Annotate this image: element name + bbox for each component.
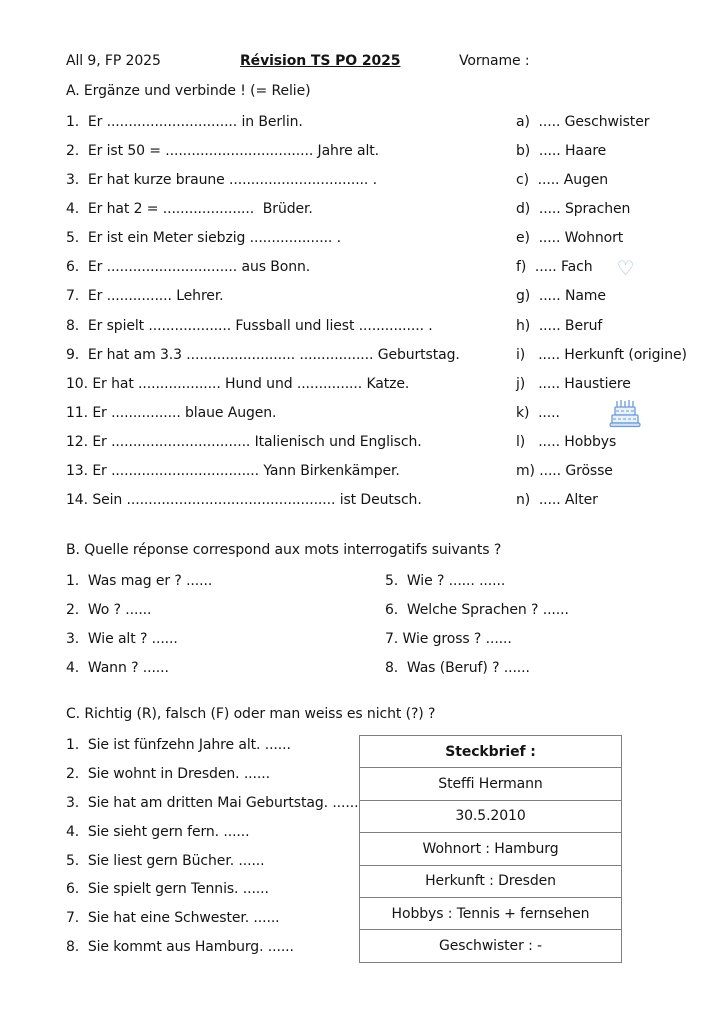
a-option-g: g) ..... Name: [516, 288, 606, 305]
section-b-title: B. Quelle réponse correspond aux mots interrogatifs suivants ?: [66, 542, 502, 558]
a-option-k-cell: [516, 398, 714, 428]
b-item-2: 2. Wo ? ......: [66, 601, 152, 618]
a-option-e: e) ..... Wohnort: [516, 230, 624, 247]
a-option-a: a) ..... Geschwister: [516, 113, 650, 130]
a-option-c: c) ..... Augen: [516, 171, 609, 188]
a-row-13: [66, 457, 714, 486]
c-item-8: 8. Sie kommt aus Hamburg. ......: [66, 938, 294, 955]
b-item-4: 4. Wann ? ......: [66, 659, 169, 676]
page-header: [0, 53, 724, 73]
a-item-6: 6. Er .............................. aus Bonn.: [66, 259, 311, 276]
b-item-1: 1. Was mag er ? ......: [66, 572, 213, 589]
a-item-7: 7. Er ............... Lehrer.: [66, 288, 224, 305]
a-option-n: n) ..... Alter: [516, 492, 598, 509]
steckbrief-hobbys: Hobbys : Tennis + fernsehen: [360, 897, 622, 929]
b-row-2: [66, 595, 666, 624]
a-row-11: [66, 398, 714, 427]
birthday-cake-icon: [608, 398, 642, 428]
a-row-10: [66, 369, 714, 398]
table-row: [360, 768, 622, 800]
a-row-9: [66, 340, 714, 369]
section-a-title: A. Ergänze und verbinde ! (= Relie): [66, 83, 311, 99]
a-row-5: [66, 224, 714, 253]
steckbrief-herkunft: Herkunft : Dresden: [360, 865, 622, 897]
section-c-exercise: [66, 731, 366, 961]
a-row-3: [66, 165, 714, 194]
a-option-i: i) ..... Herkunft (origine): [516, 346, 687, 363]
a-row-2: [66, 136, 714, 165]
a-row-4: [66, 194, 714, 223]
a-option-f-cell: [516, 256, 714, 281]
steckbrief-wohnort: Wohnort : Hamburg: [360, 833, 622, 865]
class-label: All 9, FP 2025: [66, 53, 161, 69]
table-row: [360, 800, 622, 832]
a-item-5: 5. Er ist ein Meter siebzig ................... .: [66, 230, 341, 247]
c-item-3: 3. Sie hat am dritten Mai Geburtstag. ......: [66, 794, 359, 811]
a-option-h: h) ..... Beruf: [516, 317, 603, 334]
a-option-l: l) ..... Hobbys: [516, 434, 617, 451]
a-item-9: 9. Er hat am 3.3 ......................... ................. Geburtstag.: [66, 346, 460, 363]
c-item-6: 6. Sie spielt gern Tennis. ......: [66, 881, 269, 898]
a-row-6: [66, 253, 714, 282]
a-option-j: j) ..... Haustiere: [516, 375, 631, 392]
b-row-3: [66, 624, 666, 653]
b-item-6: 6. Welche Sprachen ? ......: [385, 601, 569, 618]
b-item-3: 3. Wie alt ? ......: [66, 630, 178, 647]
table-row: [360, 897, 622, 929]
a-item-13: 13. Er .................................. Yann Birkenkämper.: [66, 463, 400, 480]
a-option-k: k) .....: [516, 405, 560, 422]
vorname-label: Vorname :: [459, 53, 530, 69]
table-row: [360, 833, 622, 865]
steckbrief-geschwister: Geschwister : -: [360, 930, 622, 962]
a-row-12: [66, 428, 714, 457]
page-title: Révision TS PO 2025: [240, 53, 401, 69]
a-item-4: 4. Er hat 2 = ..................... Brüder.: [66, 200, 313, 217]
b-item-7: 7. Wie gross ? ......: [385, 630, 512, 647]
a-item-1: 1. Er .............................. in Berlin.: [66, 113, 303, 130]
steckbrief-name: Steffi Hermann: [360, 768, 622, 800]
steckbrief-birthdate: 30.5.2010: [360, 800, 622, 832]
section-a-exercise: [66, 107, 714, 515]
a-option-m: m) ..... Grösse: [516, 463, 613, 480]
section-c-title: C. Richtig (R), falsch (F) oder man weiss es nicht (?) ?: [66, 706, 436, 722]
a-option-b: b) ..... Haare: [516, 142, 607, 159]
b-item-5: 5. Wie ? ...... ......: [385, 572, 506, 589]
a-item-8: 8. Er spielt ................... Fussball und liest ............... .: [66, 317, 433, 334]
table-row: [360, 930, 622, 962]
a-row-1: [66, 107, 714, 136]
a-item-11: 11. Er ................ blaue Augen.: [66, 405, 277, 422]
b-row-1: [66, 566, 666, 595]
c-item-5: 5. Sie liest gern Bücher. ......: [66, 852, 265, 869]
a-item-14: 14. Sein ................................................ ist Deutsch.: [66, 492, 422, 509]
steckbrief-title: Steckbrief :: [360, 736, 622, 768]
a-option-d: d) ..... Sprachen: [516, 200, 631, 217]
a-row-14: [66, 486, 714, 515]
c-item-1: 1. Sie ist fünfzehn Jahre alt. ......: [66, 737, 291, 754]
b-row-4: [66, 653, 666, 682]
table-row: [360, 736, 622, 768]
a-row-8: [66, 311, 714, 340]
section-b-exercise: [66, 566, 666, 682]
steckbrief-table: [359, 735, 622, 963]
a-item-2: 2. Er ist 50 = .................................. Jahre alt.: [66, 142, 380, 159]
a-option-f: f) ..... Fach: [516, 259, 593, 276]
c-item-2: 2. Sie wohnt in Dresden. ......: [66, 766, 270, 783]
c-item-7: 7. Sie hat eine Schwester. ......: [66, 910, 280, 927]
c-item-4: 4. Sie sieht gern fern. ......: [66, 823, 250, 840]
a-item-10: 10. Er hat ................... Hund und ............... Katze.: [66, 375, 410, 392]
a-item-3: 3. Er hat kurze braune ................................ .: [66, 171, 377, 188]
table-row: [360, 865, 622, 897]
heart-icon: ♡: [616, 256, 635, 281]
b-item-8: 8. Was (Beruf) ? ......: [385, 659, 530, 676]
a-row-7: [66, 282, 714, 311]
a-item-12: 12. Er ................................ Italienisch und Englisch.: [66, 434, 422, 451]
